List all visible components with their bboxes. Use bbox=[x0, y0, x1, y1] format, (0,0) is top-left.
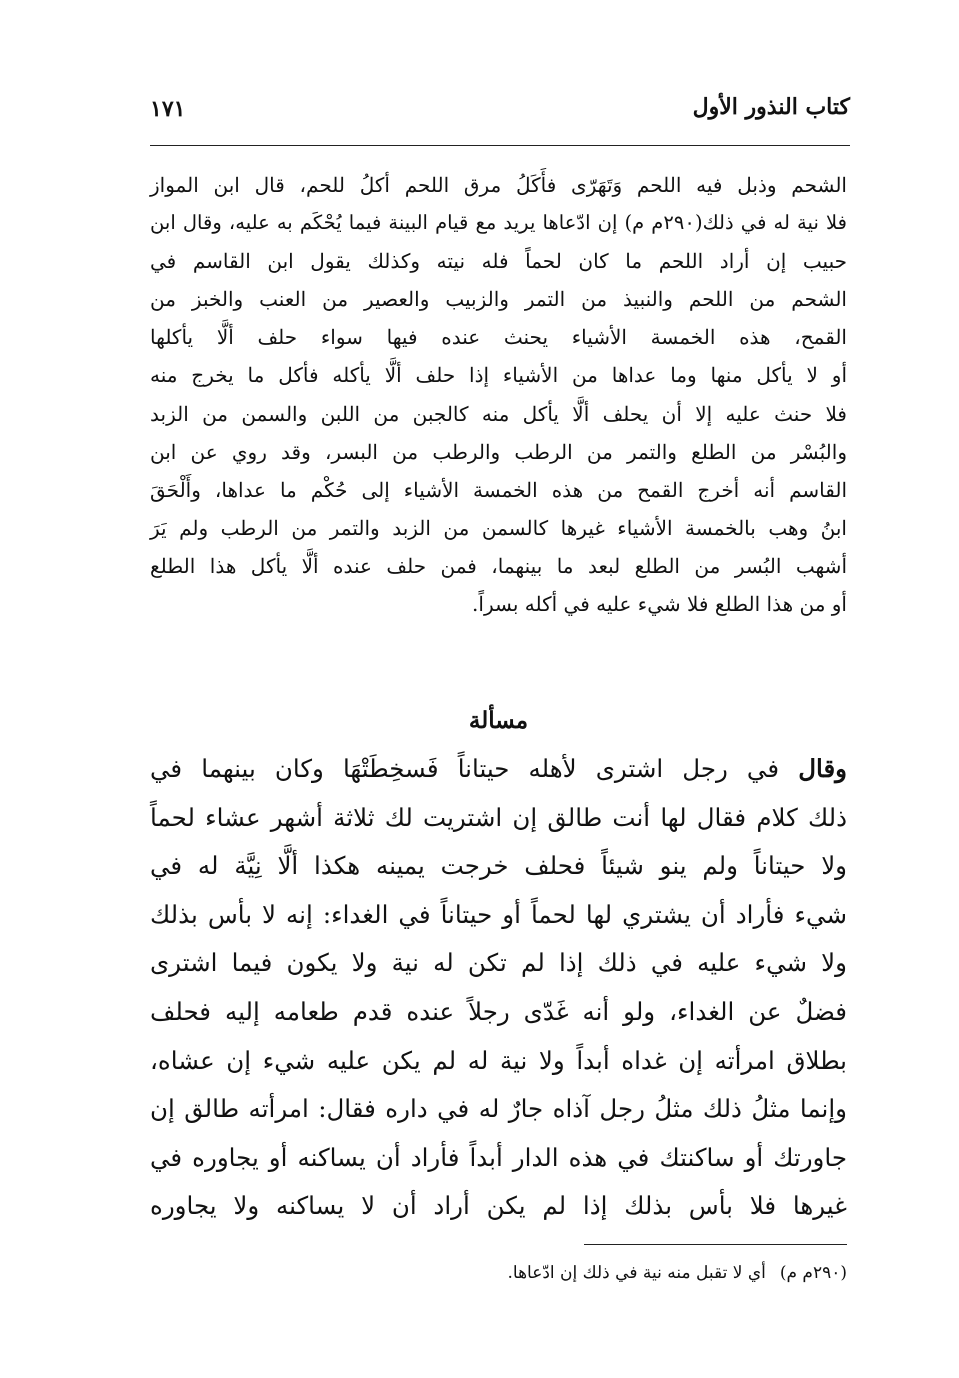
footnote-marker: (٢٩٠م م) bbox=[779, 1263, 847, 1283]
text-line: القاسم أنه أخرج القمح من هذه الخمسة الأشياء إلى حُكْم ما عداها، وأَلْحَقَ bbox=[150, 477, 847, 502]
text-line: فلا حنث عليه إلا أن يحلف ألَّا يأكل منه كالجبن من اللبن والسمن من الزبد bbox=[150, 401, 847, 426]
page-number: ١٧١ bbox=[150, 96, 186, 122]
text-line: والبُسْر من الطلع والتمر من الرطب والرطب من البسر، وقد روي عن ابن bbox=[150, 439, 847, 464]
header-rule bbox=[150, 145, 850, 146]
text-line-rest: في رجل اشترى لأهله حيتاناً فَسخِطَتْهَا وكان بينهما في bbox=[150, 754, 799, 783]
text-line bbox=[150, 745, 847, 794]
text-line: ذلك كلام فقال لها أنت طالق إن اشتريت لك ثلاثة أشهر عشاء لحماً bbox=[150, 802, 847, 832]
text-line: الشحم وذبل فيه اللحم وَتَهَرّى فأَكَلُ مرق اللحم أكلُ للحم، قال ابن المواز bbox=[150, 173, 847, 197]
text-line: القمح، هذه الخمسة الأشياء يحنث عنده فيها سواء حلف ألَّا يأكلها bbox=[150, 325, 847, 350]
text-line: غيرها فلا بأس بذلك إذا لم يكن أراد أن لا يساكنه ولا يجاوره bbox=[150, 1191, 847, 1221]
lead-word: وقال bbox=[798, 754, 847, 783]
text-line: أشهب البُسر من الطلع لبعد ما بينهما، فمن حلف عنده ألَّا يأكل هذا الطلع bbox=[150, 553, 847, 578]
main-paragraph bbox=[150, 745, 847, 1231]
text-line: أو لا يأكل منها وما عداها من الأشياء إذا حلف ألَّا يأكله فأكل ما يخرج منه bbox=[150, 363, 847, 388]
footnote-rule bbox=[584, 1244, 847, 1245]
section-heading: مسألة bbox=[468, 707, 529, 734]
text-line: ابنُ وهب بالخمسة الأشياء غيرها كالسمن من الزبد والتمر من الرطب ولم يَرَ bbox=[150, 515, 847, 540]
footnote-text: أي لا تقبل منه نية في ذلك إن ادّعاها. bbox=[507, 1263, 766, 1283]
text-line: فلا نية له في ذلك(٢٩٠م م) إن ادّعاها يريد مع قيام البينة فيما يُحْكَم به عليه، وقال ابن bbox=[150, 211, 847, 235]
footnote bbox=[150, 1258, 847, 1288]
commentary-paragraph bbox=[150, 166, 847, 623]
text-line: شيء فأراد أن يشتري لها لحماً أو حيتاناً في الغداء: إنه لا بأس بذلك bbox=[150, 899, 847, 929]
text-line: ولا حيتاناً ولم ينو شيئاً فحلف خرجت يمينه هكذا ألَّا نِيَّة له في bbox=[150, 851, 847, 881]
text-line: حبيب إن أراد اللحم ما كان لحماً فله نيته وكذلك يقول ابن القاسم في bbox=[150, 249, 847, 274]
text-line: بطلاق امرأته إن غداه أبداً ولا نية له لم يكن عليه شيء إن عشاه، bbox=[150, 1045, 847, 1075]
text-line: جاورتك أو ساكنتك في هذه الدار أبداً فأراد أن يساكنه أو يجاوره في bbox=[150, 1142, 847, 1172]
text-line: وإنما مثلُ ذلك مثلُ رجل آذاه جارٌ له في داره فقال: امرأته طالق إن bbox=[150, 1094, 847, 1124]
text-line: الشحم من اللحم والنبيذ من التمر والزبيب والعصير من العنب والخبز من bbox=[150, 287, 847, 312]
running-title: كتاب النذور الأول bbox=[692, 94, 850, 120]
text-line: ولا شيء عليه في ذلك إذا لم تكن له نية ولا يكون فيما اشترى bbox=[150, 948, 847, 978]
text-line: فضلٌ عن الغداء، ولو أنه غَدّى رجلاً عنده قدم طعامه إليه فحلف bbox=[150, 996, 847, 1026]
page-header bbox=[150, 94, 850, 138]
text-line: أو من هذا الطلع فلا شيء عليه في أكله بسراً. bbox=[472, 592, 847, 617]
